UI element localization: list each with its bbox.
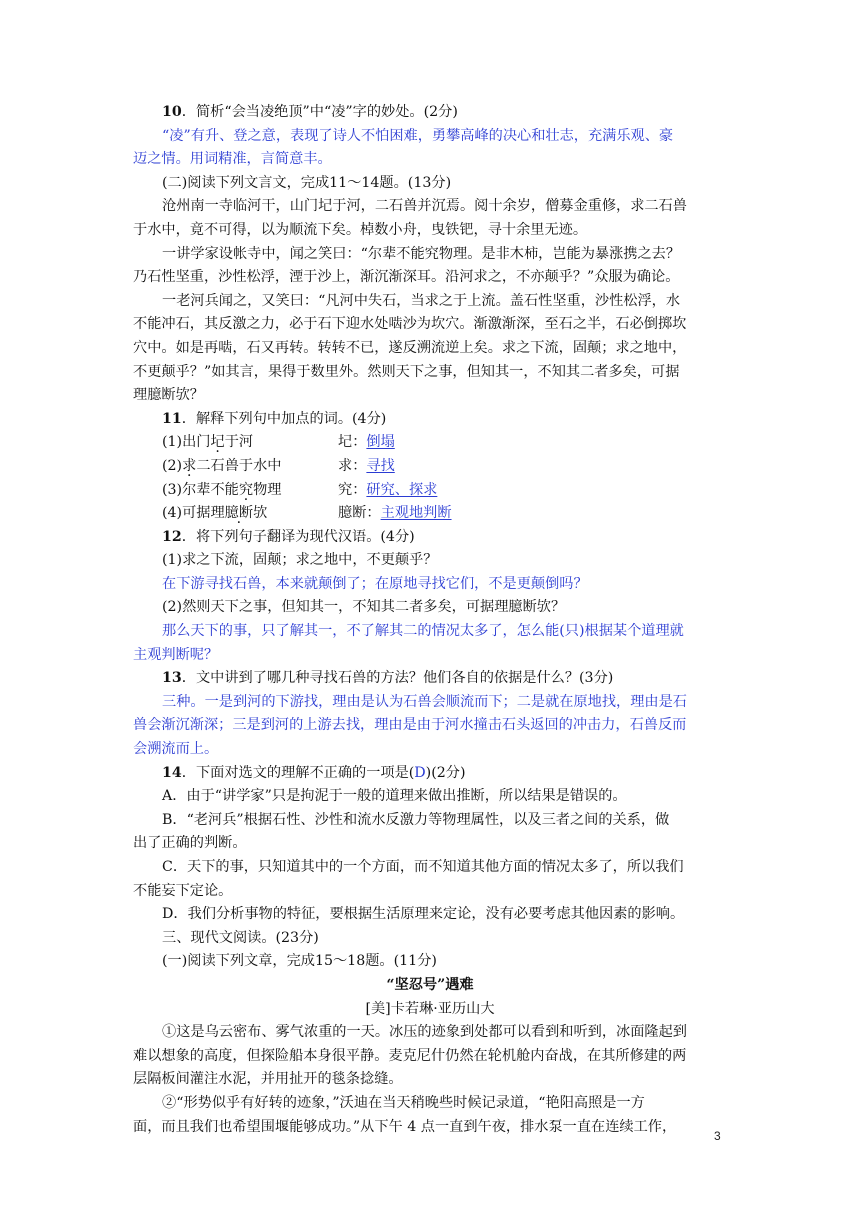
answer-text: “凌”有升、登之意，表现了诗人不怕困难，勇攀高峰的决心和壮志，充满乐观、豪 bbox=[162, 127, 674, 144]
section-intro: (二)阅读下列文言文，完成11～14题。(13分) bbox=[162, 174, 452, 191]
answer-text: 兽会渐沉渐深；三是到河的上游去找，理由是由于河水撞击石头返回的冲击力，石兽反而 bbox=[133, 717, 687, 734]
question-13 bbox=[133, 667, 727, 691]
option-b: B．“老河兵”根据石性、沙性和流水反激力等物理属性，以及三者之间的关系，做 bbox=[162, 811, 670, 828]
question-text: ．解释下列句中加点的词。(4分) bbox=[181, 410, 387, 427]
dotted-word: 圮 bbox=[210, 434, 225, 451]
answer-text: 主观判断呢？ bbox=[133, 646, 219, 663]
question-10 bbox=[133, 101, 727, 125]
option-c: C．天下的事，只知道其中的一个方面，而不知道其他方面的情况太多了，所以我们 bbox=[162, 859, 684, 875]
passage-line: 于水中，竟不可得，以为顺流下矣。棹数小舟，曳铁钯，寻十余里无迹。 bbox=[133, 221, 588, 238]
section-heading: 三、现代文阅读。(23分) bbox=[162, 929, 319, 946]
sentence-part: 欤 bbox=[253, 505, 268, 522]
passage-line: 理臆断欤？ bbox=[133, 387, 204, 404]
vocab-word: 究： bbox=[338, 481, 367, 498]
question-11 bbox=[133, 408, 727, 432]
article-title: “坚忍号”遇难 bbox=[386, 976, 474, 993]
vocab-answer: 寻找 bbox=[366, 457, 395, 474]
sentence-part: (3)尔辈不能 bbox=[162, 481, 239, 498]
answer-choice: D bbox=[414, 764, 426, 781]
sentence-part: (1)出门 bbox=[162, 434, 211, 451]
page-number: 3 bbox=[714, 1129, 721, 1143]
answer-text: 三种。一是到河的下游找，理由是认为石兽会顺流而下；二是就在原地找，理由是石 bbox=[162, 693, 687, 710]
sentence-part: 二石兽于水中 bbox=[196, 457, 282, 474]
passage-line: ①这是乌云密布、雾气浓重的一天。冰压的迹象到处都可以看到和听到，冰面隆起到 bbox=[162, 1024, 687, 1041]
question-text: ．下面对选文的理解不正确的一项是( bbox=[181, 764, 415, 781]
sentence-part: 于河 bbox=[224, 434, 254, 451]
passage-line: 面，而且我们也希望围堰能够成功。”从下午 4 点一直到午夜，排水泵一直在连续工作， bbox=[133, 1118, 677, 1135]
vocab-item bbox=[133, 479, 727, 503]
answer-text: 会溯流而上。 bbox=[133, 741, 219, 758]
option-a: A．由于“讲学家”只是拘泥于一般的道理来做出推断，所以结果是错误的。 bbox=[162, 788, 627, 805]
question-14 bbox=[133, 762, 727, 786]
passage-line: 不更颠乎？”如其言，果得于数里外。然则天下之事，但知其一，不知其二者多矣，可据 bbox=[133, 363, 680, 380]
passage-line: 难以想象的高度，但探险船本身很平静。麦克尼什仍然在轮机舱内奋战，在其所修建的两 bbox=[133, 1047, 687, 1064]
answer-text: 在下游寻找石兽，本来就颠倒了；在原地寻找它们，不是更颠倒吗？ bbox=[162, 575, 588, 592]
question-number: 12 bbox=[162, 528, 182, 545]
answer-text: 那么天下的事，只了解其一，不了解其二的情况太多了，怎么能(只)根据某个道理就 bbox=[162, 623, 684, 640]
option-d: D．我们分析事物的特征，要根据生活原理来定论，没有必要考虑其他因素的影响。 bbox=[162, 906, 685, 923]
passage-line: ②“形势似乎有好转的迹象，”沃迪在当天稍晚些时候记录道，“艳阳高照是一方 bbox=[162, 1094, 645, 1111]
option-c-cont: 不能妄下定论。 bbox=[133, 882, 233, 899]
translate-sentence: (1)求之下流，固颠；求之地中，不更颠乎？ bbox=[162, 552, 438, 569]
dotted-word: 究 bbox=[238, 481, 254, 498]
translate-sentence: (2)然则天下之事，但知其一，不知其二者多矣，可据理臆断欤？ bbox=[162, 599, 566, 616]
vocab-answer: 倒塌 bbox=[366, 434, 395, 451]
question-number: 11 bbox=[162, 410, 182, 427]
passage-line: 乃石性坚重，沙性松浮，湮于沙上，渐沉渐深耳。沿河求之，不亦颠乎？”众服为确论。 bbox=[133, 269, 680, 286]
vocab-word: 臆断： bbox=[338, 505, 381, 522]
question-number: 14 bbox=[162, 764, 182, 781]
question-text: ．文中讲到了哪几种寻找石兽的方法？他们各自的依据是什么？(3分) bbox=[181, 670, 614, 687]
passage-line: 一讲学家设帐寺中，闻之笑曰：“尔辈不能究物理。是非木柿，岂能为暴涨携之去？ bbox=[162, 245, 681, 262]
vocab-answer: 研究、探求 bbox=[366, 481, 438, 498]
question-text: ．简析“会当凌绝顶”中“凌”字的妙处。(2分) bbox=[181, 104, 458, 120]
vocab-item bbox=[133, 502, 727, 526]
vocab-item bbox=[133, 455, 727, 479]
question-number: 10 bbox=[162, 104, 182, 120]
sentence-part: 物理 bbox=[253, 481, 282, 498]
dotted-word: 臆断 bbox=[224, 505, 254, 522]
passage-line: 层隔板间灌注水泥，并用扯开的毯条捻缝。 bbox=[133, 1071, 403, 1088]
question-number: 13 bbox=[162, 670, 182, 687]
question-text: )(2分) bbox=[425, 764, 466, 781]
passage-line: 穴中。如是再啮，石又再转。转转不已，遂反溯流逆上矣。求之下流，固颠；求之地中， bbox=[133, 339, 687, 356]
vocab-word: 求： bbox=[338, 457, 367, 474]
article-author: [美]卡若琳·亚历山大 bbox=[365, 1000, 495, 1017]
passage-line: 沧州南一寺临河干，山门圮于河，二石兽并沉焉。阅十余岁，僧募金重修，求二石兽 bbox=[162, 198, 687, 215]
sentence-part: (4)可据理 bbox=[162, 505, 225, 522]
option-b-cont: 出了正确的判断。 bbox=[133, 835, 247, 852]
section-intro: (一)阅读下列文章，完成15～18题。(11分) bbox=[162, 953, 437, 970]
sentence-part: (2) bbox=[162, 457, 183, 474]
question-12 bbox=[133, 526, 727, 550]
question-text: ．将下列句子翻译为现代汉语。(4分) bbox=[181, 528, 415, 545]
vocab-word: 圮： bbox=[338, 434, 367, 451]
passage-line: 不能冲石，其反激之力，必于石下迎水处啮沙为坎穴。渐激渐深，至石之半，石必倒掷坎 bbox=[133, 316, 687, 333]
vocab-item bbox=[133, 431, 727, 455]
passage-line: 一老河兵闻之，又笑曰：“凡河中失石，当求之于上流。盖石性坚重，沙性松浮，水 bbox=[162, 292, 681, 309]
vocab-answer: 主观地判断 bbox=[380, 505, 452, 522]
page-content bbox=[133, 101, 727, 1139]
dotted-word: 求 bbox=[182, 457, 197, 474]
answer-text: 迈之情。用词精准，言简意丰。 bbox=[133, 151, 332, 168]
